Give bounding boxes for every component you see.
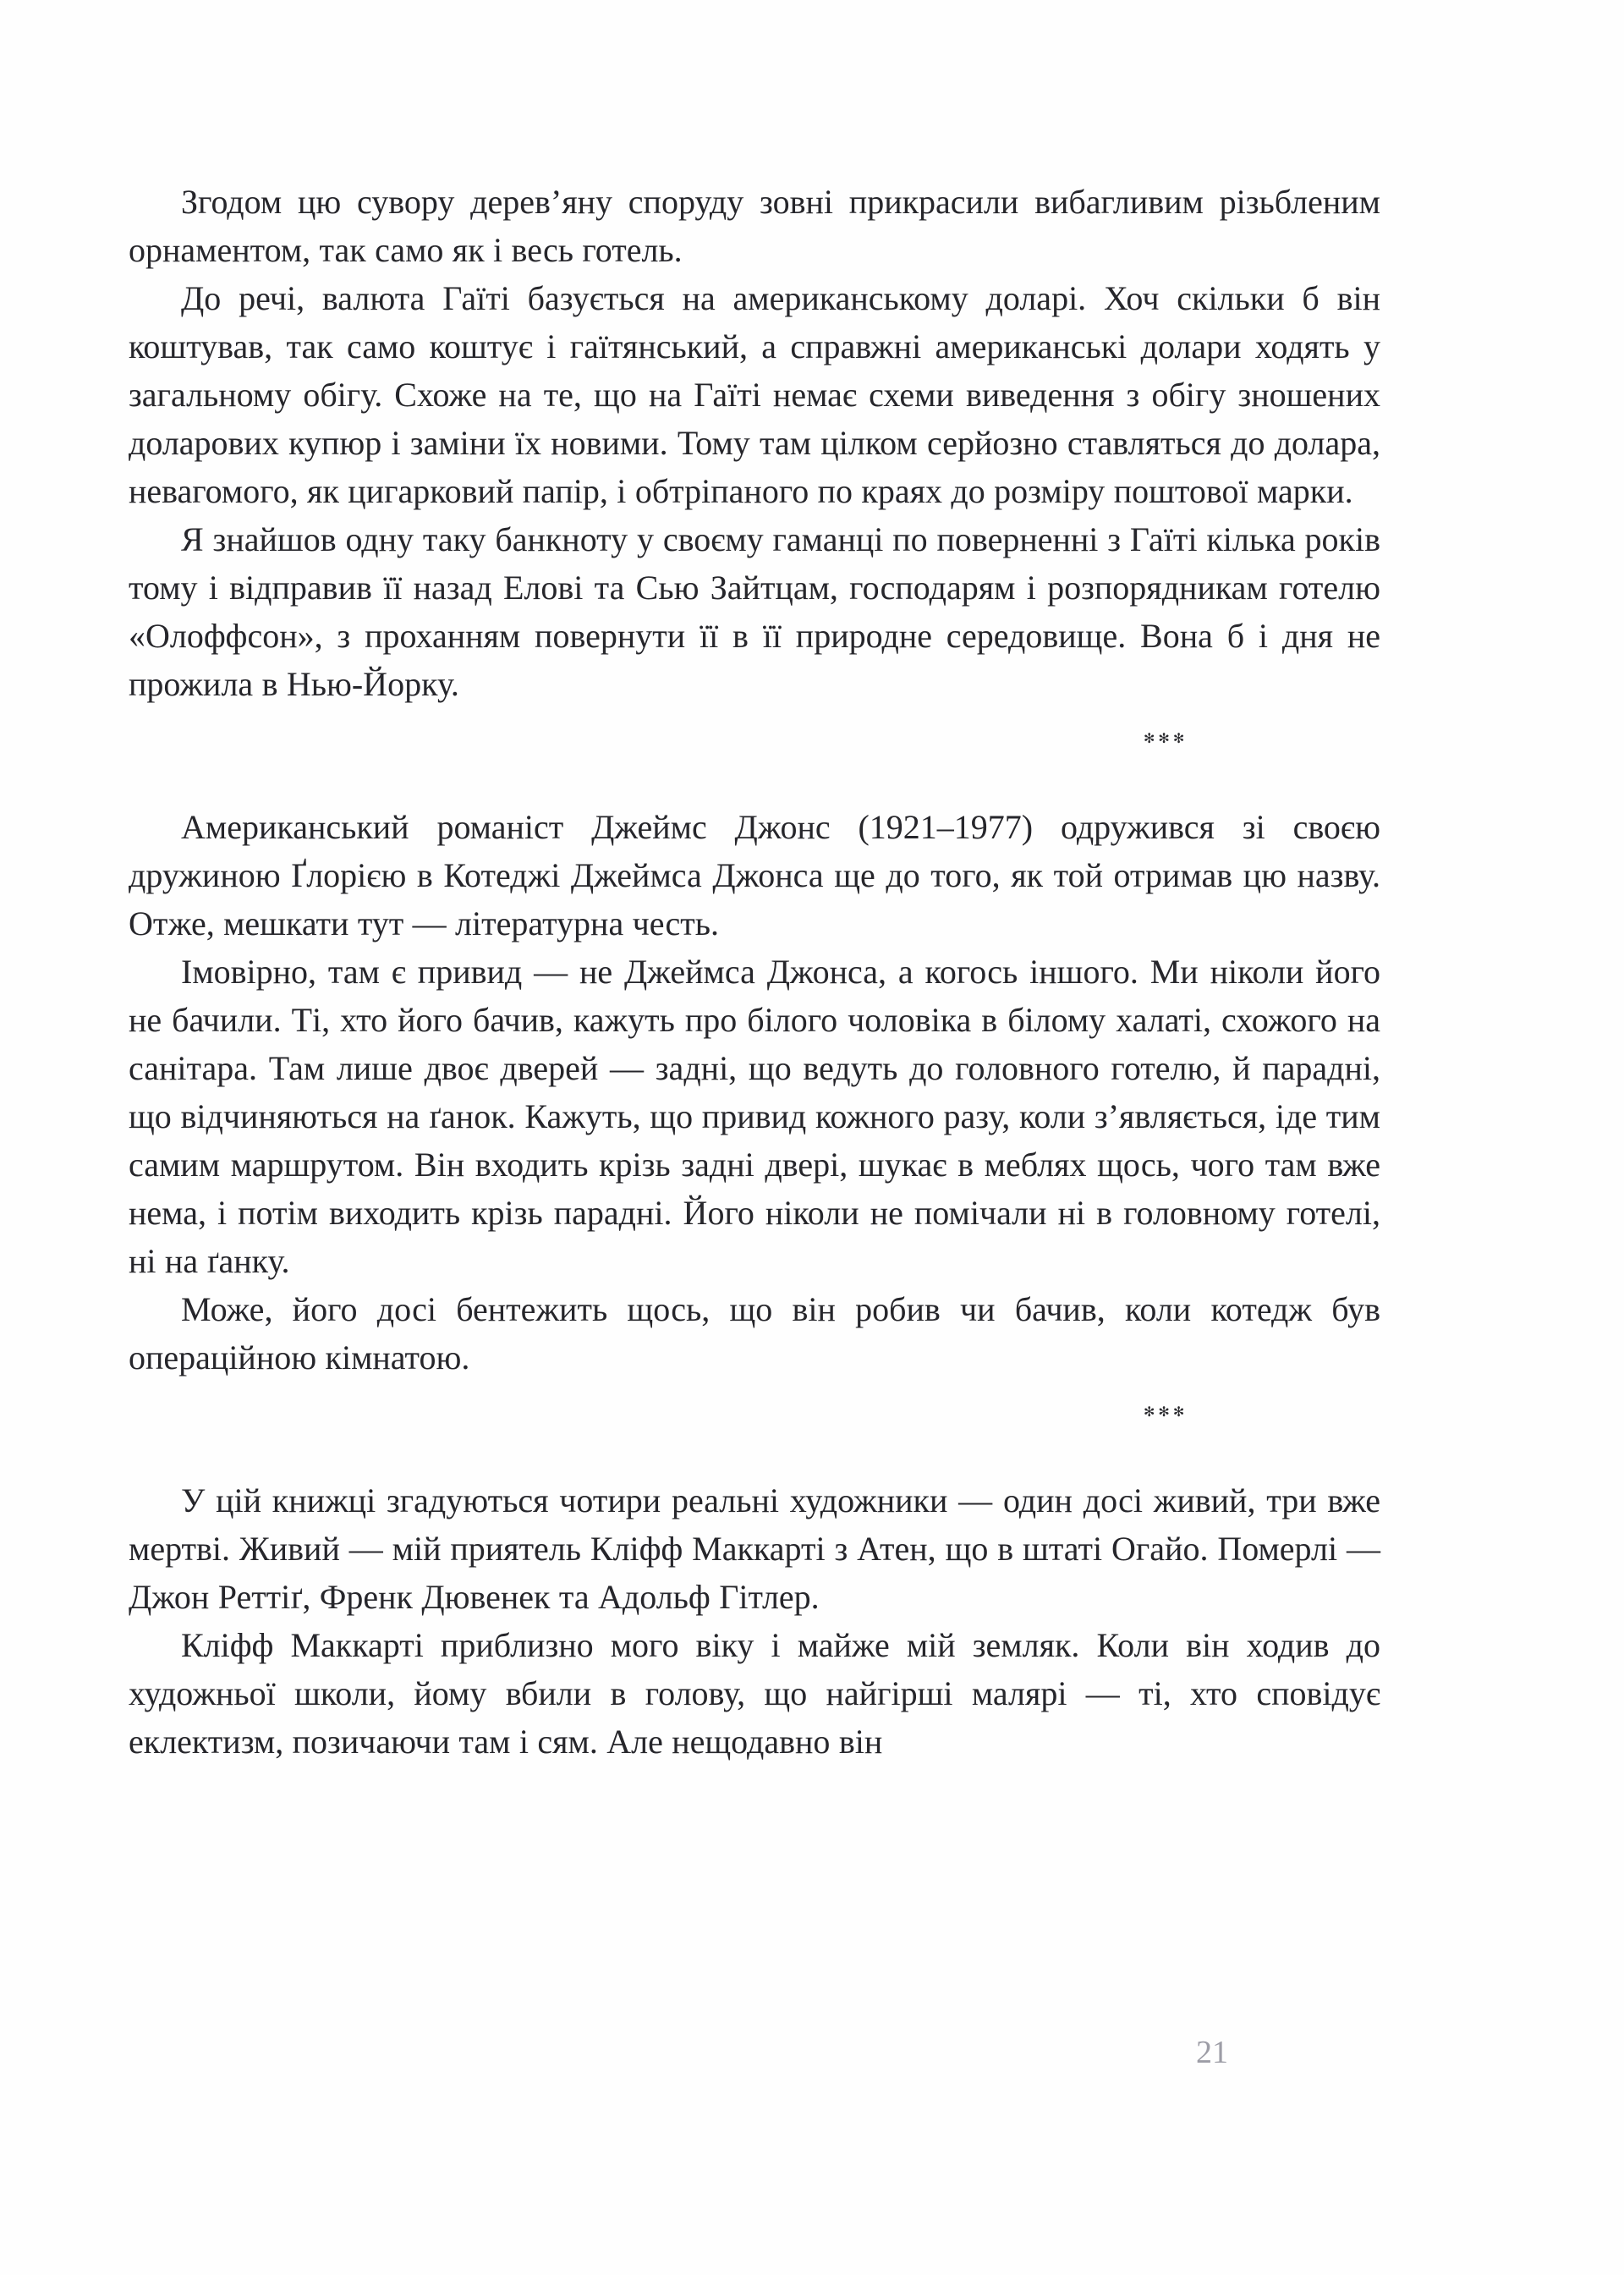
paragraph: Може, його досі бентежить щось, що він робив чи бачив, коли котедж був операційною кімнатою. <box>129 1290 1380 1377</box>
paragraph: До речі, валюта Гаїті базується на американському доларі. Хоч скільки б він коштував, так само коштує і гаїтянський, а справжні американські долари ходять у загальному обігу. Схоже на те, що на Гаїті немає схеми виведення з обігу зношених доларових купюр і заміни їх новими. Тому там цілком серйозно ставляться до долара, невагомого, як цигарковий папір, і обтріпаного по краях до розміру поштової марки. <box>129 279 1380 510</box>
paragraph: Згодом цю сувору дерев’яну споруду зовні прикрасили вибагливим різьбленим орнаментом, так само як і весь готель. <box>129 183 1380 269</box>
section-separator <box>129 708 1380 803</box>
separator-asterisks: ✻ ✻ ✻ <box>1144 1405 1185 1420</box>
page-text-block <box>129 178 1380 1766</box>
paragraph: Кліфф Маккарті приблизно мого віку і майже мій земляк. Коли він ходив до художньої школи, йому вбили в голову, що найгірші малярі — ті, хто сповідує еклектизм, позичаючи там і сям. Але нещодавно він <box>129 1626 1380 1761</box>
page-number: 21 <box>1196 2035 1228 2070</box>
paragraph: Я знайшов одну таку банкноту у своєму гаманці по поверненні з Гаїті кілька років тому і відправив її назад Елові та Сью Зайтцам, господарям і розпорядникам готелю «Олоффсон», з проханням повернути її в її природне середовище. Вона б і дня не прожила в Нью-Йорку. <box>129 520 1380 703</box>
paragraph: Американський романіст Джеймс Джонс (1921–1977) одружився зі своєю дружиною Ґлорією в Котеджі Джеймса Джонса ще до того, як той отримав цю назву. Отже, мешкати тут — літературна честь. <box>129 808 1380 942</box>
section-artists <box>129 1476 1380 1766</box>
section-separator <box>129 1382 1380 1476</box>
section-james-jones <box>129 803 1380 1382</box>
paragraph: Імовірно, там є привид — не Джеймса Джонса, а когось іншого. Ми ніколи його не бачили. Ті, хто його бачив, кажуть про білого чоловіка в білому халаті, схожого на санітара. Там лише двоє дверей — задні, що ведуть до головного готелю, й парадні, що відчиняються на ґанок. Кажуть, що привид кожного разу, коли з’являється, іде тим самим маршрутом. Він входить крізь задні двері, шукає в меблях щось, чого там вже нема, і потім виходить крізь парадні. Його ніколи не помічали ні в головному готелі, ні на ґанку. <box>129 953 1380 1280</box>
separator-asterisks: ✻ ✻ ✻ <box>1144 732 1185 746</box>
section-haiti <box>129 178 1380 708</box>
paragraph: У цій книжці згадуються чотири реальні художники — один досі живий, три вже мертві. Живий — мій приятель Кліфф Маккарті з Атен, що в штаті Огайо. Померлі — Джон Реттіґ, Френк Дювенек та Адольф Гітлер. <box>129 1481 1380 1616</box>
